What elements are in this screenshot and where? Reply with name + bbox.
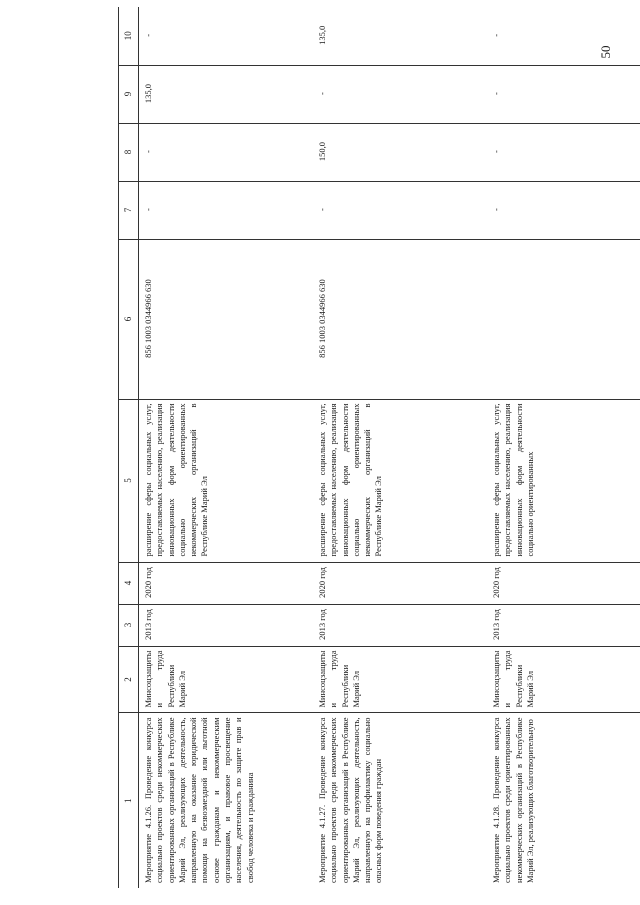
- value-col-10: -: [487, 7, 640, 65]
- value-col-9: -: [487, 65, 640, 123]
- column-number: 2: [119, 646, 139, 713]
- responsible-executor: Минсоцзащиты и труда Республики Марий Эл: [139, 646, 314, 713]
- table-row: [313, 7, 487, 888]
- responsible-executor: Минсоцзащиты и труда Республики Марий Эл: [487, 646, 640, 713]
- expected-result: расширение сферы социальных услуг, предоставляемых населению, реализация инновационных форм деятельности социально ориентированных некоммерческих организаций в Республике Марий Эл: [313, 399, 487, 562]
- column-number: 3: [119, 604, 139, 646]
- value-col-7: -: [313, 181, 487, 239]
- expected-result: расширение сферы социальных услуг, предоставляемых населению, реализация инновационных форм деятельности социально ориентированных некоммерческих организаций в Республике Марий Эл: [139, 399, 314, 562]
- column-number: 5: [119, 399, 139, 562]
- value-col-10: 135,0: [313, 7, 487, 65]
- value-col-10: -: [139, 7, 314, 65]
- page-number: 50: [598, 45, 613, 59]
- column-number: 10: [119, 7, 139, 65]
- value-col-9: 135,0: [139, 65, 314, 123]
- measure-description: Мероприятие 4.1.27. Проведение конкурса социально проектов среди некоммерческих ориентированных организаций в Республике Марий Эл, реализующих деятельность, направленную на профилактику социально опасных форм поведения граждан: [317, 717, 384, 883]
- column-number: 9: [119, 65, 139, 123]
- column-number: 8: [119, 123, 139, 181]
- measure-description: Мероприятие 4.1.28. Проведение конкурса социально проектов среди ориентированных некоммерческих организаций в Республике Марий Эл, реализующих благотворительную: [491, 717, 535, 883]
- value-col-8: -: [487, 123, 640, 181]
- end-year: 2020 год: [139, 562, 314, 604]
- budget-classification-code: [487, 239, 640, 399]
- value-col-7: -: [487, 181, 640, 239]
- value-col-8: 150,0: [313, 123, 487, 181]
- table-row: [487, 7, 640, 888]
- column-number: 1: [119, 713, 139, 888]
- end-year: 2020 год: [313, 562, 487, 604]
- budget-classification-code: 856 1003 0344966 630: [139, 239, 314, 399]
- column-number: 4: [119, 562, 139, 604]
- expected-result: расширение сферы социальных услуг, предоставляемых населению, реализация инновационных форм деятельности социально ориентированных: [487, 399, 640, 562]
- column-number-row: [119, 7, 139, 888]
- measure-description: Мероприятие 4.1.26. Проведение конкурса социально проектов среди некоммерческих ориентированных организаций в Республике Марий Эл, реализующих деятельность, направленную на оказание юридической помощи на безвозмездной или льготной основе гражданам и некоммерческим организациям, и правовое просвещение населения, деятельность по защите прав и свобод человека и гражданина: [143, 717, 255, 883]
- start-year: 2013 год: [487, 604, 640, 646]
- budget-classification-code: 856 1003 0344966 630: [313, 239, 487, 399]
- table-row: [139, 7, 314, 888]
- column-number: 7: [119, 181, 139, 239]
- responsible-executor: Минсоцзащиты и труда Республики Марий Эл: [313, 646, 487, 713]
- value-col-9: -: [313, 65, 487, 123]
- program-measures-table: [118, 7, 640, 888]
- value-col-8: -: [139, 123, 314, 181]
- end-year: 2020 год: [487, 562, 640, 604]
- start-year: 2013 год: [139, 604, 314, 646]
- start-year: 2013 год: [313, 604, 487, 646]
- value-col-7: -: [139, 181, 314, 239]
- column-number: 6: [119, 239, 139, 399]
